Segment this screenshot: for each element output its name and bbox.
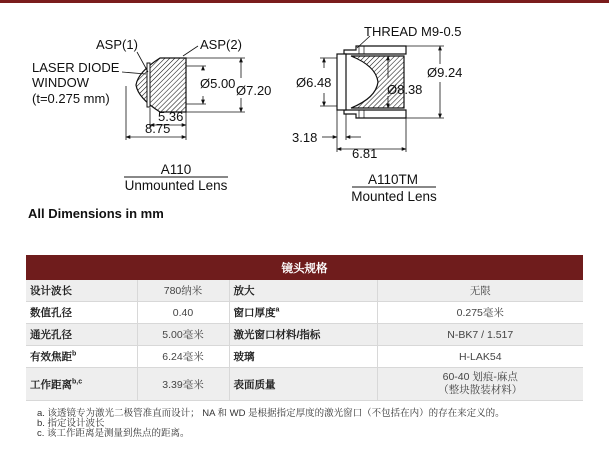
mounted-dia-inner: Ø8.38	[387, 82, 423, 97]
table-row	[26, 280, 583, 302]
spec-key: 激光窗口材料/指标	[229, 324, 377, 346]
spec-value: 无限	[377, 280, 583, 302]
housing-bottom	[344, 110, 406, 118]
unmounted-len-inner: 5.36	[158, 109, 184, 124]
spec-value: （整块散装材料）	[438, 384, 523, 396]
unmounted-len-outer: 8.75	[145, 121, 171, 136]
unmounted-dia-outer: Ø7.20	[236, 83, 272, 98]
mounted-caption: Mounted Lens	[351, 189, 437, 204]
unmounted-lens-body	[136, 58, 186, 112]
spec-value: 780纳米	[137, 280, 229, 302]
spec-key: 玻璃	[229, 346, 377, 368]
housing-top	[344, 46, 406, 54]
spec-value: 60-40 划痕-麻点	[442, 371, 518, 383]
mounted-len-main: 6.81	[352, 146, 378, 161]
footnote-marker: a	[275, 306, 280, 314]
spec-key-cell	[26, 368, 137, 401]
spec-key: 数值孔径	[26, 302, 137, 324]
spec-key: 表面质量	[229, 368, 377, 401]
asp1-label: ASP(1)	[96, 37, 138, 52]
footnotes	[37, 409, 597, 439]
spec-table-title: 镜头规格	[26, 255, 583, 280]
footnote-marker: b	[72, 350, 77, 358]
footnote-a: a. 该透镜专为激光二极管准直而设计； NA 和 WD 是根据指定厚度的激光窗口（不包括在内）的存在来定义的。	[37, 408, 505, 419]
table-row	[26, 302, 583, 324]
spec-key: 工作距离	[30, 378, 72, 391]
lens-spec-table	[26, 255, 583, 401]
laser-window	[147, 63, 150, 107]
table-row	[26, 346, 583, 368]
spec-key: 有效焦距	[30, 351, 72, 363]
spec-key-cell	[229, 302, 377, 324]
unmounted-part-number: A110	[160, 162, 192, 177]
spec-value: 0.40	[137, 302, 229, 324]
window-label-line1: LASER DIODE	[32, 60, 120, 75]
spec-key: 放大	[229, 280, 377, 302]
footnote-b: b. 指定设计波长	[37, 418, 105, 429]
spec-key: 窗口厚度	[233, 307, 276, 319]
spec-value: H-LAK54	[377, 346, 583, 368]
footnote-marker: b,c	[72, 378, 83, 385]
mounted-dia-left: Ø6.48	[296, 75, 332, 90]
spec-value: N-BK7 / 1.517	[377, 324, 583, 346]
unmounted-caption: Unmounted Lens	[124, 178, 228, 193]
unmounted-dia-inner: Ø5.00	[200, 76, 236, 91]
spec-value: 0.275毫米	[377, 302, 583, 324]
footnote-c: c. 该工作距离是测量到焦点的距离。	[37, 428, 190, 439]
units-note: All Dimensions in mm	[28, 206, 164, 221]
thread-label: THREAD M9-0.5	[364, 24, 462, 39]
spec-value: 5.00毫米	[137, 324, 229, 346]
mounted-dia-outer: Ø9.24	[427, 65, 463, 80]
housing-front	[337, 54, 346, 110]
table-row	[26, 368, 583, 401]
spec-key: 设计波长	[26, 280, 137, 302]
window-label-line3: (t=0.275 mm)	[32, 91, 110, 106]
asp2-label: ASP(2)	[200, 37, 242, 52]
spec-value: 3.39毫米	[137, 368, 229, 401]
spec-value: 6.24毫米	[137, 346, 229, 368]
mounted-lens-drawing	[292, 24, 462, 204]
mounted-len-left: 3.18	[292, 130, 318, 145]
spec-key-cell	[26, 346, 137, 368]
table-row	[26, 324, 583, 346]
mounted-part-number: A110TM	[367, 172, 419, 187]
spec-value-multiline	[377, 368, 583, 401]
unmounted-lens-drawing	[32, 37, 271, 193]
window-label-line2: WINDOW	[32, 75, 90, 90]
spec-key: 通光孔径	[26, 324, 137, 346]
